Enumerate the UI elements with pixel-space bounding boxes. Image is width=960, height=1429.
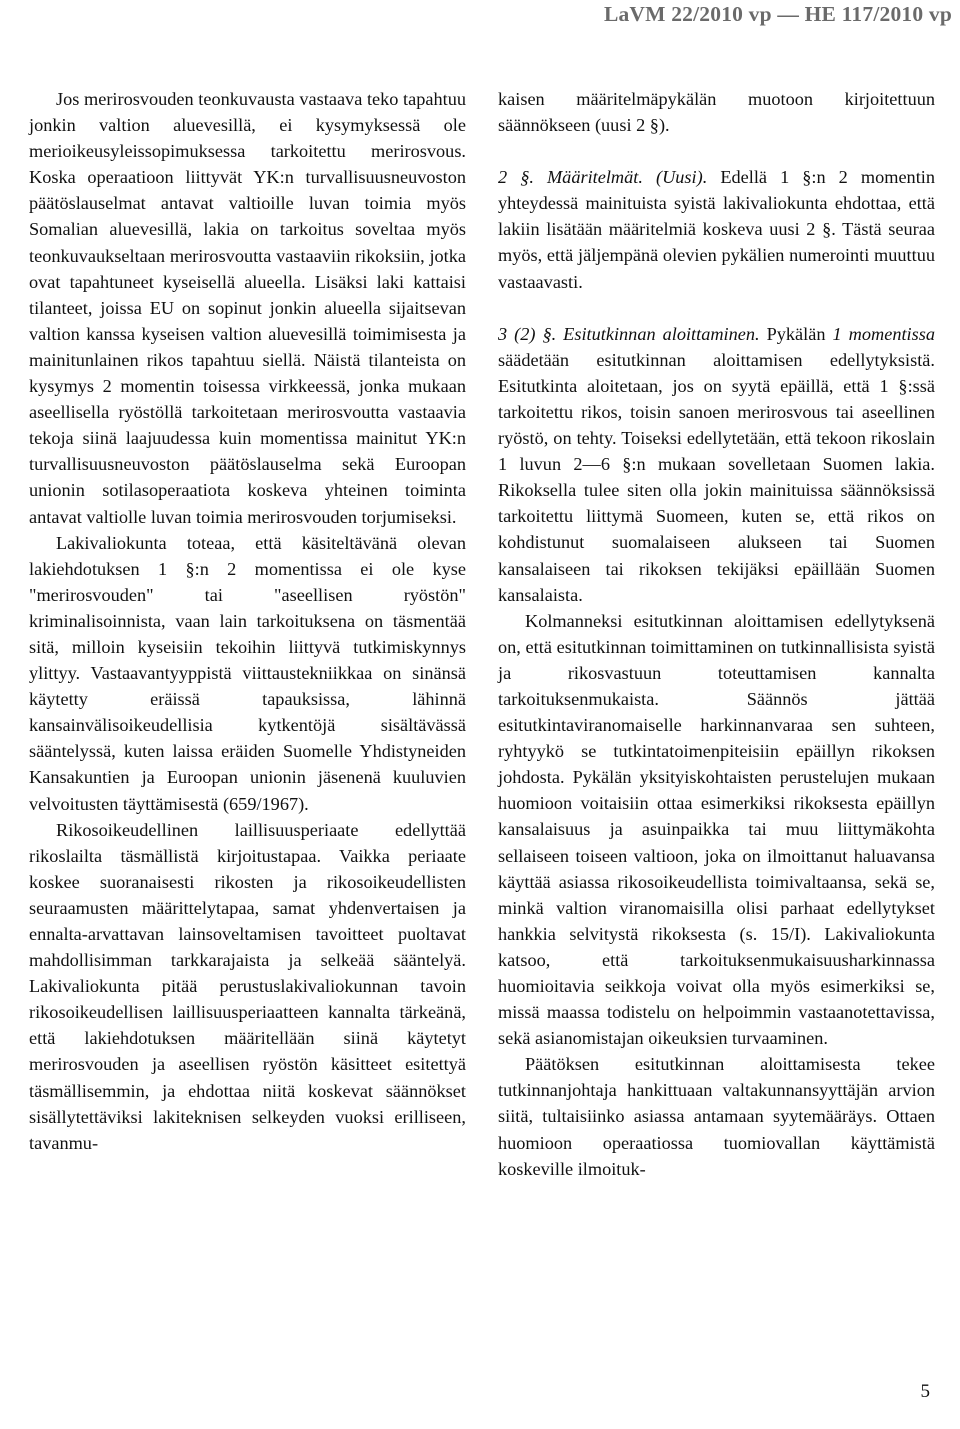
running-header: LaVM 22/2010 vp — HE 117/2010 vp [603, 2, 952, 26]
section-paragraph [498, 164, 935, 294]
section-heading: 3 (2) §. Esitutkinnan aloittaminen. [498, 323, 760, 344]
section-text: säädetään esitutkinnan aloittamisen edellytyksistä. Esitutkinta aloitetaan, jos on syytä epäillä, että 1 §:ssä tarkoitettu rikos, toisin sanoen merirosvous tai aseellinen ryöstö, on tehty. Toiseksi edellytetään, että tekoon rikoslain 1 luvun 2—6 §:n mukaan sovelletaan Suomen lakia. Rikoksella tulee siten olla jokin mainituissa säännöksissä tarkoitettu liittymä Suomeen, kuten se, että rikos on kohdistunut suomalaiseen alukseen tai Suomen kansalaiseen tai rikoksen tekijäksi epäillään Suomen kansalaista. [498, 349, 935, 605]
paragraph: kaisen määritelmäpykälän muotoon kirjoitettuun säännökseen (uusi 2 §). [498, 89, 935, 136]
paragraph: Lakivaliokunta toteaa, että käsiteltävänä olevan lakiehdotuksen 1 §:n 2 momentissa ei ole kyse "merirosvouden" tai "aseellisen ryöstön" kriminalisoinnista, vaan lain tarkoituksena on täsmentää sitä, milloin kyseisiin tekoihin liittyvä tutkimiskynnys ylittyy. Vastaavantyyppistä viittaustekniikkaa on sinänsä käytetty eräissä tapauksissa, lähinnä kansainvälisoikeudellisia kytkentöjä sisältävässä sääntelyssä, kuten laissa eräiden Suomelle Yhdistyneiden Kansakuntien ja Euroopan unionin jäsenenä kuuluvien velvoitusten täyttämisestä (659/1967). [29, 532, 466, 814]
paragraph: Kolmanneksi esitutkinnan aloittamisen edellytyksenä on, että esitutkinnan toimittaminen on tutkinnallisista syistä ja rikosvastuun toteuttamisen kannalta tarkoituksenmukaista. Säännös jättää esitutkintaviranomaiselle harkinnanvaraa sen suhteen, ryhtyykö se tutkintatoimenpiteisiin epäillyn rikoksen johdosta. Pykälän yksityiskohtaisten perustelujen mukaan huomioon voitaisiin ottaa esimerkiksi rikoksesta epäillyn kansalaisuus ja asuinpaikka tai muu liittymäkohta sellaiseen toiseen valtioon, joka on ilmoittanut haluavansa käyttää asiassa rikosoikeudellista toimivaltaansa, sekä se, minkä valtion viranomaisilla olisi parhaat edellytykset hankkia selvitystä rikoksesta (s. 15/I). Lakivaliokunta katsoo, että tarkoituksenmukaisuusharkinnassa huomioitavia seikkoja voivat olla myös esimerkiksi se, missä maassa todistelu on helpoimmin vastaanotettavissa, sekä asianomistajan oikeuksien turvaaminen. [498, 610, 935, 1049]
section-paragraph [498, 321, 935, 608]
paragraph: Päätöksen esitutkinnan aloittamisesta tekee tutkinnanjohtaja hankittuaan valtakunnansyyttäjän arvion siitä, tultaisiinko asiassa antamaan syytemääräys. Ottaen huomioon operaatiossa tuomiovallan käyttämistä koskeville ilmoituk- [498, 1054, 935, 1179]
page-number: 5 [920, 1381, 930, 1402]
section-text: Edellä 1 §:n 2 momentin yhteydessä mainituista syistä lakivaliokunta ehdottaa, että lakiin lisätään määritelmiä koskeva uusi 2 §. Tästä seuraa myös, että jäljempänä olevien pykälien numerointi muuttuu vastaavasti. [498, 167, 935, 292]
right-column [498, 86, 935, 1182]
paragraph: Jos merirosvouden teonkuvausta vastaava teko tapahtuu jonkin valtion aluevesillä, ei kysymyksessä ole merioikeusyleissopimuksessa tarkoitettu merirosvous. Koska operaatioon liittyvät YK:n turvallisuusneuvoston päätöslauselmat antavat valtioille luvan toimia myös Somalian aluevesillä, lakia on tarkoitus soveltaa myös teonkuvaukseltaan merirosvoutta vastaaviin rikoksiin, jotka ovat tapahtuneet kyseisellä alueella. Lisäksi laki kattaisi tilanteet, joissa EU on sopinut jonkin alueella sijaitsevan valtion kanssa kyseisen valtion aluevesillä toimimisesta ja mainitunlainen rikos tapahtuu siellä. Näistä tilanteista on kysymys 2 momentin toisessa virkkeessä, jonka mukaan aseellisella ryöstöllä tarkoitetaan merirosvoutta vastaavia tekoja siinä laajuudessa kuin momentissa mainitut YK:n turvallisuusneuvoston päätöslauselma sekä Euroopan unionin sotilasoperaatiota koskeva yhteinen toiminta antavat valtiolle luvan toimia merirosvouden torjumiseksi. [29, 89, 466, 527]
momentti-reference: 1 momentissa [832, 323, 935, 344]
section-heading: 2 §. Määritelmät. (Uusi). [498, 167, 708, 188]
paragraph: Rikosoikeudellinen laillisuusperiaate edellyttää rikoslailta täsmällistä kirjoitustapaa. Vaikka periaate koskee suoranaisesti rikosten ja rikosoikeudellisten seuraamusten määrittelytapaa, samat yhdenvertaisen ja ennalta-arvattavan lainsoveltamisen tavoitteet puoltavat mahdollisimman tarkkarajaista ja selkeää sääntelyä. Lakivaliokunta pitää perustuslakivaliokunnan tavoin rikosoikeudellisen laillisuusperiaatteen kannalta tärkeänä, että lakiehdotuksen määritellään siinä käytetyt merirosvouden ja aseellisen ryöstön käsitteet esitettyä täsmällisemmin, ja ehdottaa niitä koskevat säännökset sisällytettäviksi lakiteknisen selkeyden vuoksi erilliseen, tavanmu- [29, 819, 466, 1153]
left-column [29, 86, 466, 1156]
section-text: Pykälän [759, 323, 833, 344]
